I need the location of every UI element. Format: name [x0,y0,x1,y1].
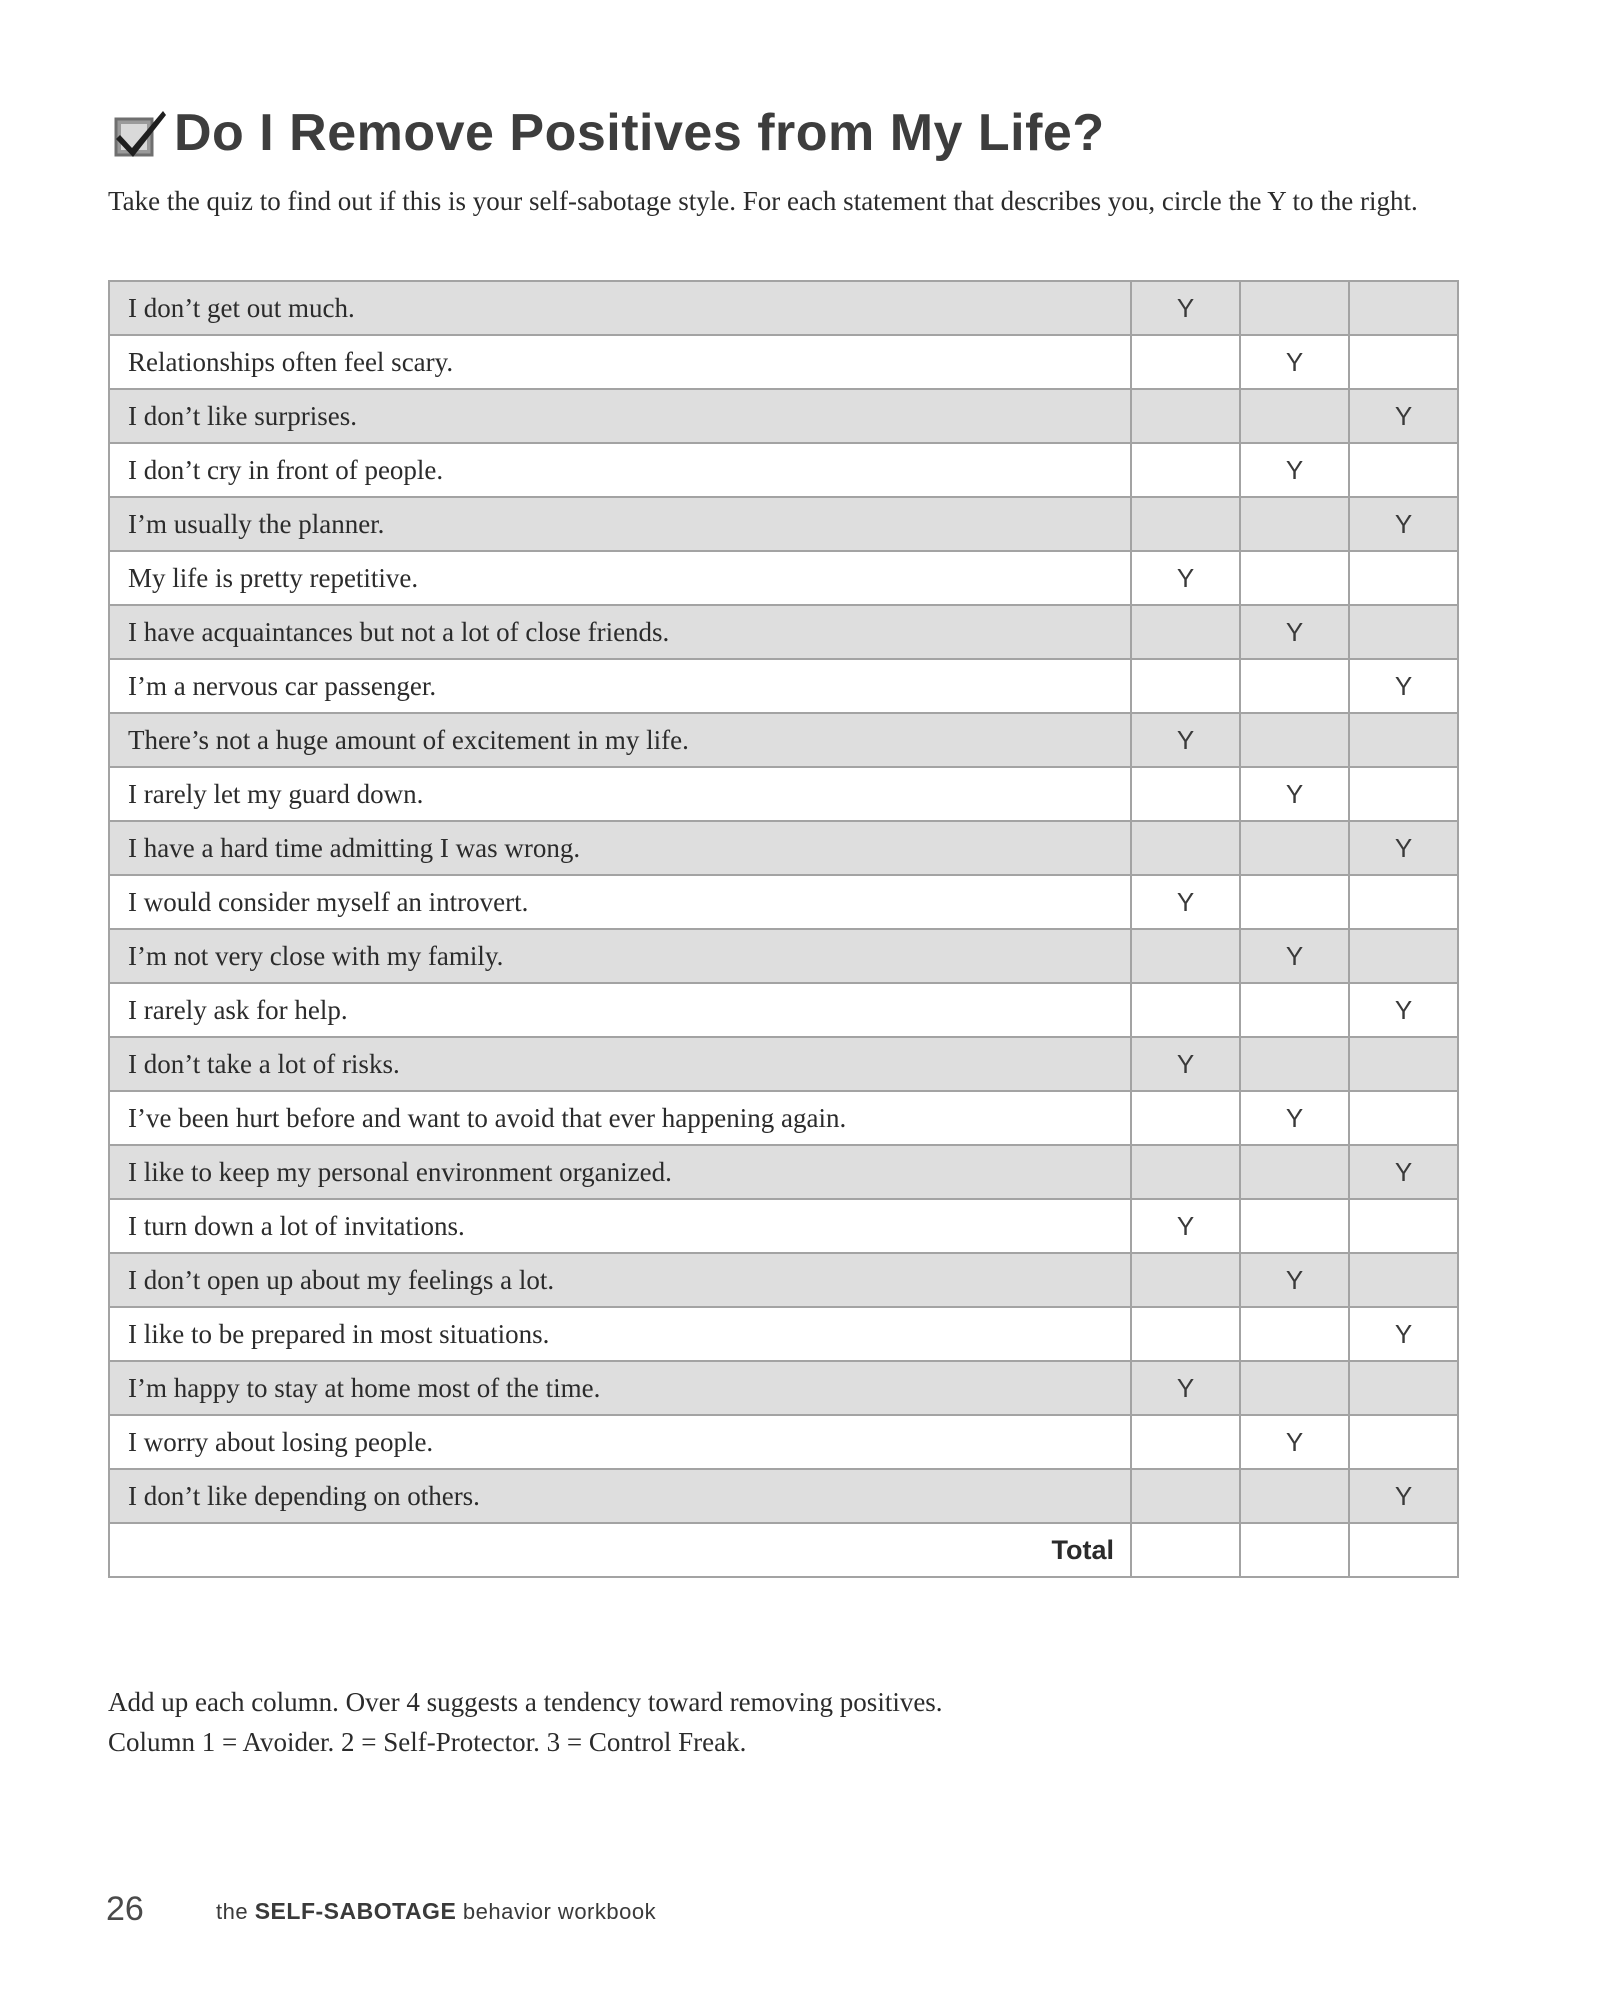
answer-cell-col-1 [1131,1307,1240,1361]
statement-cell: I’m a nervous car passenger. [109,659,1131,713]
answer-cell-col-2 [1240,1307,1349,1361]
answer-cell-col-3 [1349,767,1458,821]
statement-cell: There’s not a huge amount of excitement in my life. [109,713,1131,767]
answer-cell-col-3 [1349,1091,1458,1145]
answer-cell-col-3[interactable]: Y [1349,821,1458,875]
answer-cell-col-3[interactable]: Y [1349,389,1458,443]
statement-cell: I don’t open up about my feelings a lot. [109,1253,1131,1307]
answer-cell-col-3[interactable]: Y [1349,497,1458,551]
total-label: Total [109,1523,1131,1577]
statement-cell: My life is pretty repetitive. [109,551,1131,605]
column-legend: Column 1 = Avoider. 2 = Self-Protector. 3 = Control Freak. [108,1727,747,1757]
scoring-notes [108,1682,943,1762]
answer-cell-col-3[interactable]: Y [1349,1469,1458,1523]
quiz-row [109,983,1458,1037]
quiz-row [109,659,1458,713]
quiz-row [109,443,1458,497]
quiz-row [109,821,1458,875]
book-title-suffix: behavior workbook [462,1899,657,1924]
answer-cell-col-3 [1349,605,1458,659]
quiz-row [109,1145,1458,1199]
answer-cell-col-1 [1131,389,1240,443]
quiz-row [109,713,1458,767]
quiz-row [109,1307,1458,1361]
answer-cell-col-1 [1131,1091,1240,1145]
quiz-row [109,1415,1458,1469]
statement-cell: I don’t take a lot of risks. [109,1037,1131,1091]
answer-cell-col-1 [1131,659,1240,713]
answer-cell-col-2 [1240,1037,1349,1091]
quiz-row [109,1091,1458,1145]
statement-cell: I turn down a lot of invitations. [109,1199,1131,1253]
answer-cell-col-1 [1131,1145,1240,1199]
total-cell-col-1[interactable] [1131,1523,1240,1577]
answer-cell-col-1[interactable]: Y [1131,875,1240,929]
answer-cell-col-2 [1240,713,1349,767]
quiz-row [109,875,1458,929]
answer-cell-col-2[interactable]: Y [1240,1415,1349,1469]
answer-cell-col-2 [1240,281,1349,335]
answer-cell-col-1[interactable]: Y [1131,281,1240,335]
answer-cell-col-2[interactable]: Y [1240,929,1349,983]
answer-cell-col-1[interactable]: Y [1131,1361,1240,1415]
quiz-row [109,335,1458,389]
quiz-row [109,1199,1458,1253]
answer-cell-col-3 [1349,1199,1458,1253]
statement-cell: I have a hard time admitting I was wrong. [109,821,1131,875]
answer-cell-col-3 [1349,1415,1458,1469]
answer-cell-col-3[interactable]: Y [1349,1145,1458,1199]
answer-cell-col-2 [1240,497,1349,551]
book-title-prefix: the [216,1899,249,1924]
answer-cell-col-1 [1131,335,1240,389]
answer-cell-col-3 [1349,929,1458,983]
statement-cell: I have acquaintances but not a lot of close friends. [109,605,1131,659]
quiz-row [109,1361,1458,1415]
statement-cell: I like to be prepared in most situations. [109,1307,1131,1361]
answer-cell-col-3 [1349,713,1458,767]
total-cell-col-2[interactable] [1240,1523,1349,1577]
statement-cell: I don’t cry in front of people. [109,443,1131,497]
page-number: 26 [106,1890,144,1928]
statement-cell: I’m usually the planner. [109,497,1131,551]
answer-cell-col-2[interactable]: Y [1240,1253,1349,1307]
quiz-row [109,1469,1458,1523]
statement-cell: I like to keep my personal environment organized. [109,1145,1131,1199]
answer-cell-col-1 [1131,1469,1240,1523]
answer-cell-col-3 [1349,1037,1458,1091]
answer-cell-col-1 [1131,497,1240,551]
quiz-row [109,929,1458,983]
answer-cell-col-3 [1349,1361,1458,1415]
answer-cell-col-2 [1240,983,1349,1037]
statement-cell: I would consider myself an introvert. [109,875,1131,929]
answer-cell-col-2[interactable]: Y [1240,443,1349,497]
answer-cell-col-2 [1240,1361,1349,1415]
answer-cell-col-3 [1349,551,1458,605]
answer-cell-col-2 [1240,551,1349,605]
answer-cell-col-3[interactable]: Y [1349,1307,1458,1361]
answer-cell-col-3 [1349,335,1458,389]
quiz-row [109,497,1458,551]
statement-cell: I don’t get out much. [109,281,1131,335]
statement-cell: I rarely let my guard down. [109,767,1131,821]
answer-cell-col-2 [1240,821,1349,875]
answer-cell-col-2 [1240,1199,1349,1253]
answer-cell-col-3[interactable]: Y [1349,659,1458,713]
statement-cell: I don’t like depending on others. [109,1469,1131,1523]
running-footer [216,1898,656,1925]
total-cell-col-3[interactable] [1349,1523,1458,1577]
answer-cell-col-2[interactable]: Y [1240,767,1349,821]
answer-cell-col-3 [1349,443,1458,497]
book-title-bold: SELF-SABOTAGE [254,1898,457,1924]
answer-cell-col-1[interactable]: Y [1131,1199,1240,1253]
answer-cell-col-2 [1240,659,1349,713]
checked-box-icon [112,105,168,161]
scoring-instruction: Add up each column. Over 4 suggests a tendency toward removing positives. [108,1687,943,1717]
answer-cell-col-1[interactable]: Y [1131,713,1240,767]
title-row [112,98,1105,168]
quiz-row [109,767,1458,821]
answer-cell-col-1 [1131,605,1240,659]
answer-cell-col-2 [1240,875,1349,929]
answer-cell-col-2 [1240,1469,1349,1523]
answer-cell-col-1 [1131,767,1240,821]
quiz-row [109,551,1458,605]
statement-cell: I rarely ask for help. [109,983,1131,1037]
statement-cell: Relationships often feel scary. [109,335,1131,389]
answer-cell-col-3 [1349,281,1458,335]
statement-cell: I’m not very close with my family. [109,929,1131,983]
answer-cell-col-2 [1240,389,1349,443]
answer-cell-col-1 [1131,1415,1240,1469]
quiz-table [108,280,1459,1578]
statement-cell: I’ve been hurt before and want to avoid that ever happening again. [109,1091,1131,1145]
quiz-row [109,389,1458,443]
answer-cell-col-2 [1240,1145,1349,1199]
answer-cell-col-1[interactable]: Y [1131,1037,1240,1091]
answer-cell-col-1 [1131,821,1240,875]
answer-cell-col-1 [1131,443,1240,497]
quiz-row [109,1253,1458,1307]
answer-cell-col-1 [1131,929,1240,983]
quiz-row [109,1037,1458,1091]
answer-cell-col-1 [1131,983,1240,1037]
answer-cell-col-2[interactable]: Y [1240,335,1349,389]
answer-cell-col-3[interactable]: Y [1349,983,1458,1037]
answer-cell-col-2[interactable]: Y [1240,1091,1349,1145]
statement-cell: I don’t like surprises. [109,389,1131,443]
answer-cell-col-1[interactable]: Y [1131,551,1240,605]
total-row [109,1523,1458,1577]
quiz-row [109,281,1458,335]
answer-cell-col-1 [1131,1253,1240,1307]
quiz-table-body [109,281,1458,1577]
intro-text: Take the quiz to find out if this is your self-sabotage style. For each statement that describes you, circle the Y to the right. [108,186,1418,216]
answer-cell-col-3 [1349,1253,1458,1307]
quiz-row [109,605,1458,659]
statement-cell: I worry about losing people. [109,1415,1131,1469]
page-title: Do I Remove Positives from My Life? [174,104,1105,162]
answer-cell-col-2[interactable]: Y [1240,605,1349,659]
answer-cell-col-3 [1349,875,1458,929]
statement-cell: I’m happy to stay at home most of the time. [109,1361,1131,1415]
